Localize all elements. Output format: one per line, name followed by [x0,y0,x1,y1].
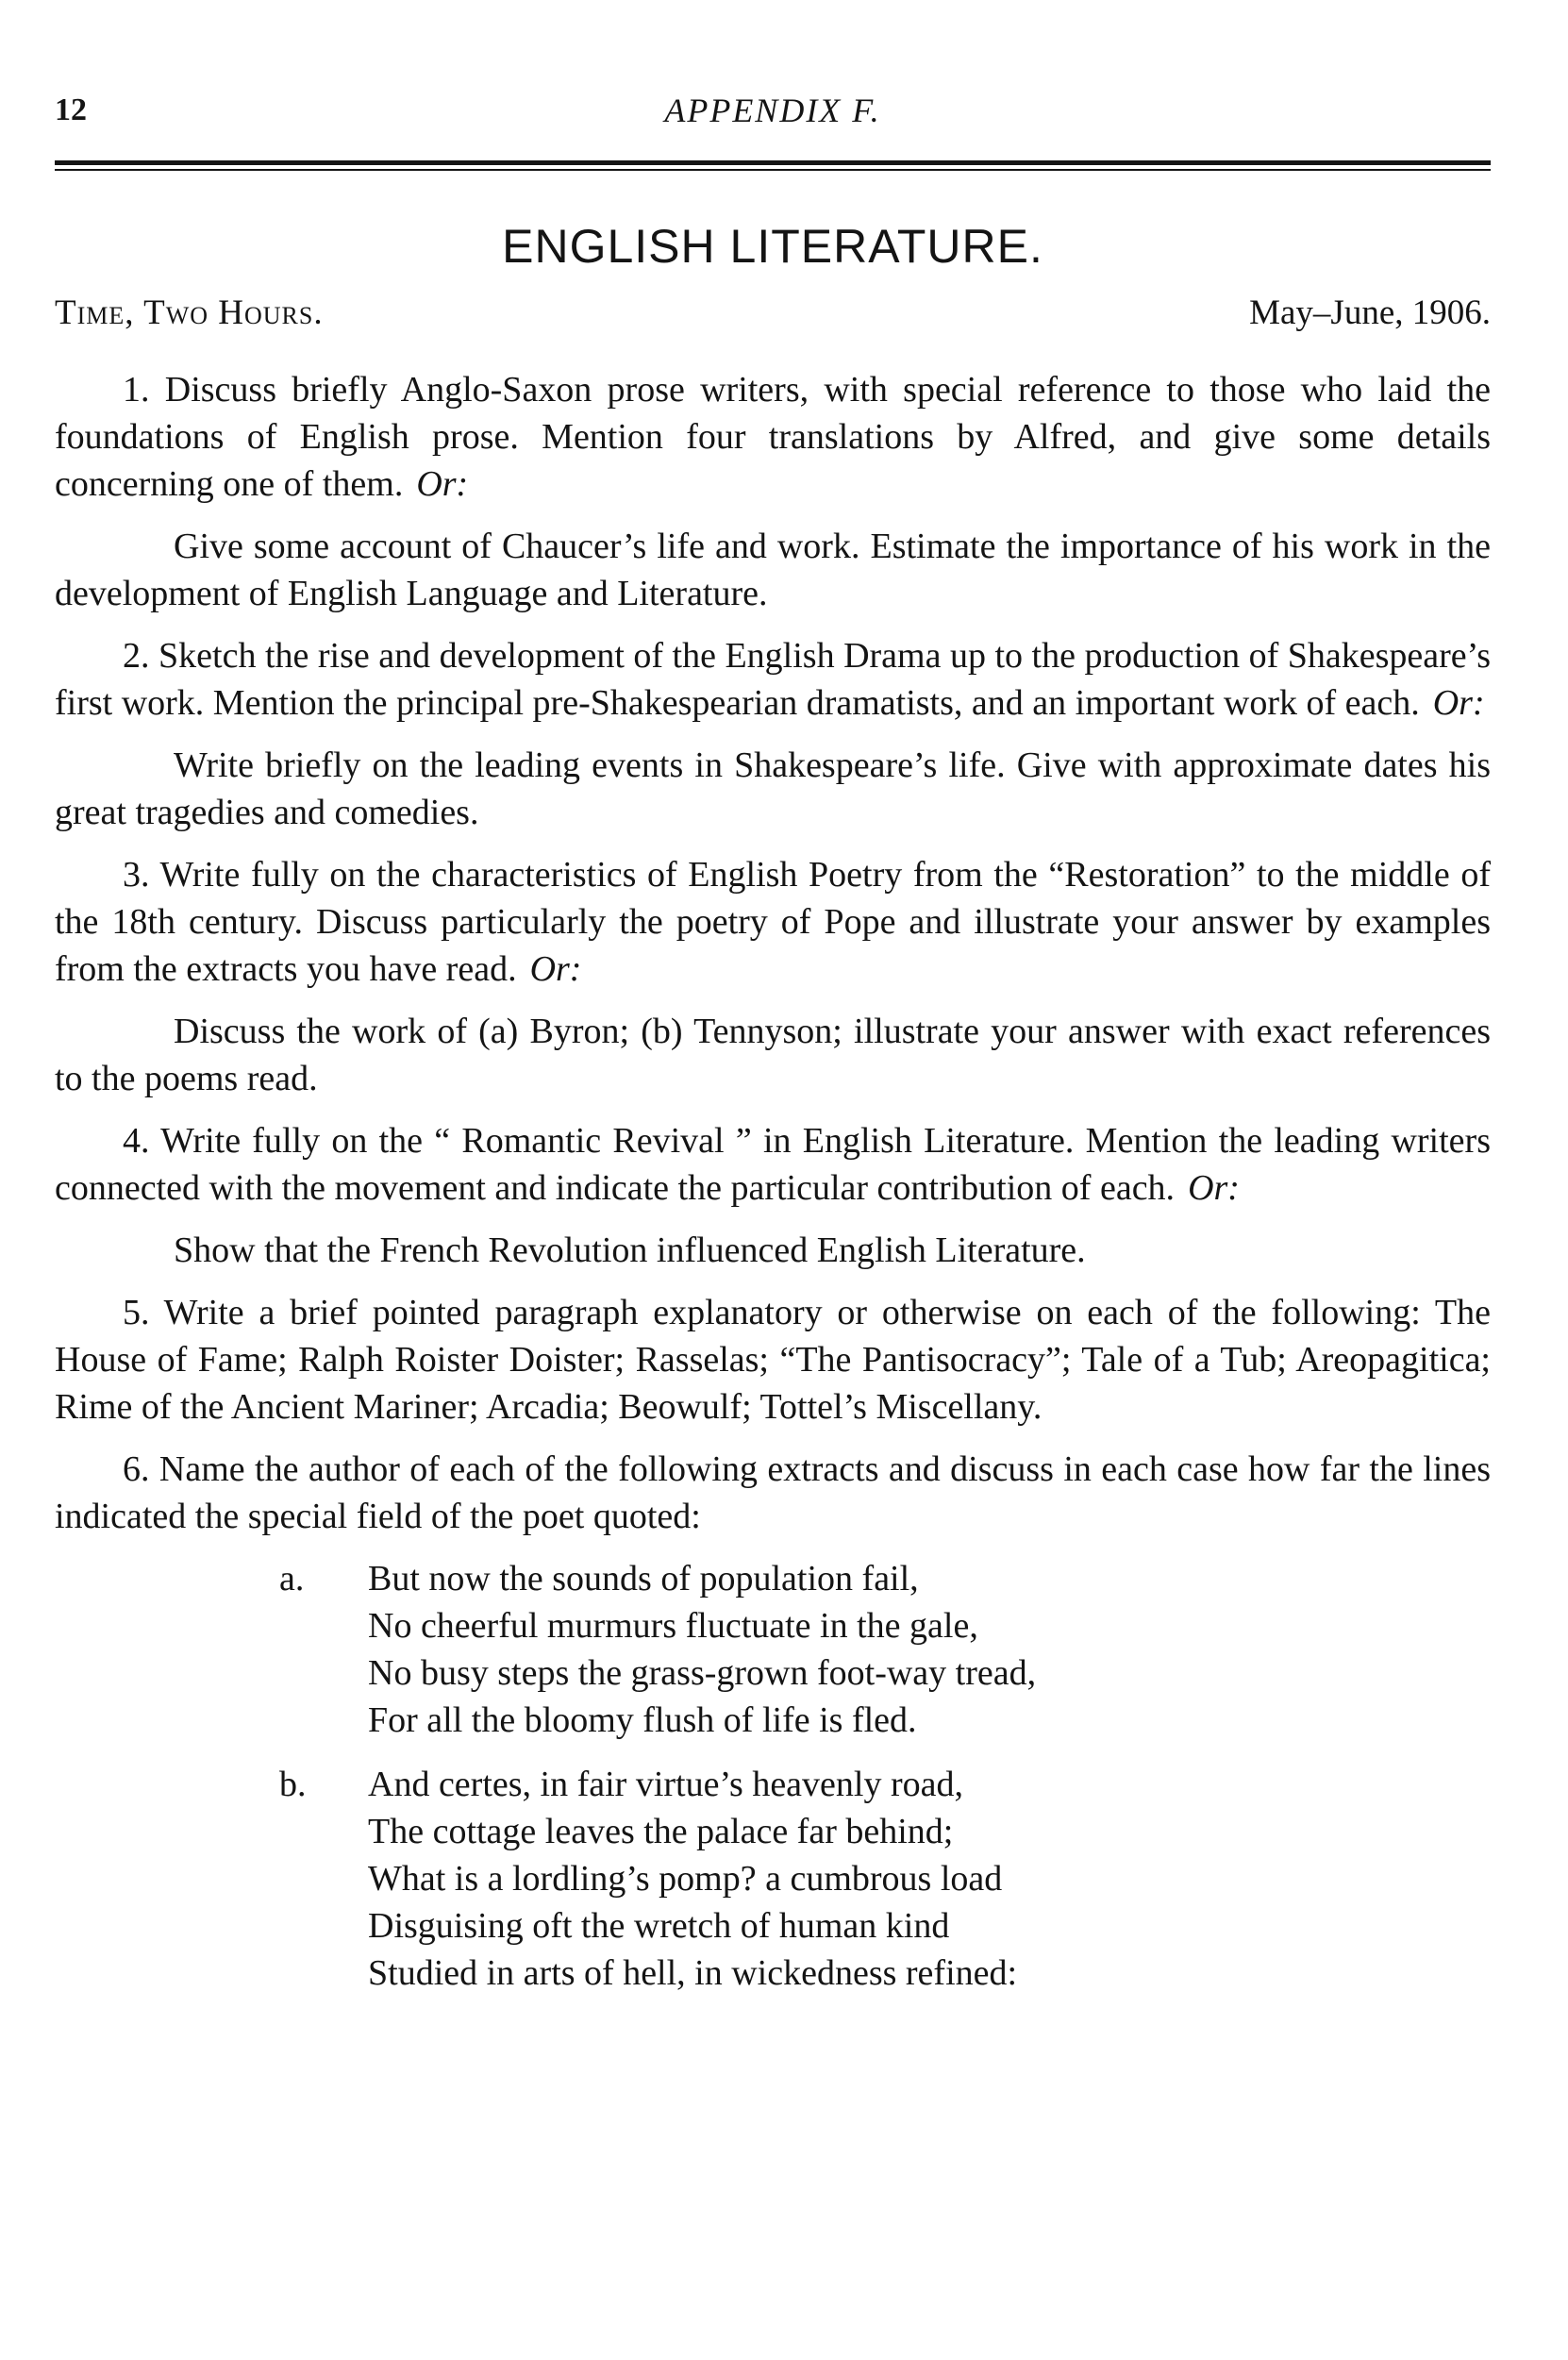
or-label: Or: [416,464,469,504]
question-text: Sketch the rise and development of the English Drama up to the production of Shakespeare’s first work. Mention the principal pre-Shakespearian dramatists, and an important work of each. [55,636,1492,723]
header-rule [55,160,1491,171]
verse-line: What is a lordling’s pomp? a cumbrous load [368,1859,1003,1899]
extract-letter: a. [279,1559,305,1598]
verse-line: Disguising oft the wretch of human kind [368,1906,950,1946]
question-text: Write a brief pointed paragraph explanatory or otherwise on each of the following: The House of Fame; Ralph Roister Doister; Rasselas; “The Pantisocracy”; Tale of a Tub; Areopagitica; Rime of the Ancient Mariner; Arcadia; Beowulf; Tottel’s Miscellany. [55,1293,1491,1427]
question-text: Write fully on the characteristics of English Poetry from the “Restoration” to the middle of the 18th century. Discuss particularly the poetry of Pope and illustrate your answer by examples from the extracts you have read. [55,855,1491,989]
question-4-alternative: Show that the French Revolution influenced English Literature. [174,1230,1086,1270]
or-label: Or: [1432,683,1485,723]
question-number: 2. [123,636,150,676]
section-title: ENGLISH LITERATURE. [502,220,1043,273]
page [55,66,1492,1993]
question-2 [55,632,1491,727]
page-number: 12 [55,92,87,127]
verse-line: For all the bloomy flush of life is fled. [368,1700,917,1740]
question-list [55,366,1491,2014]
verse-line: The cottage leaves the palace far behind; [368,1812,954,1851]
extract-letter: b. [279,1765,307,1804]
question-5 [55,1289,1491,1431]
verse-line: Studied in arts of hell, in wickedness refined: [368,1953,1018,1993]
or-label: Or: [1188,1168,1240,1208]
or-label: Or: [529,949,582,989]
question-number: 6. [123,1449,150,1489]
question-1 [55,366,1491,508]
running-title: APPENDIX F. [664,92,881,129]
verse-line: And certes, in fair virtue’s heavenly road, [368,1765,963,1804]
question-number: 4. [123,1121,150,1161]
verse-line: But now the sounds of population fail, [368,1559,919,1598]
question-number: 1. [123,370,150,410]
question-2-alternative: Write briefly on the leading events in Shakespeare’s life. Give with approximate dates his great tragedies and comedies. [55,745,1491,832]
question-6 [55,1446,1491,1540]
question-number: 5. [123,1293,150,1332]
question-4 [55,1117,1491,1212]
verse-line: No cheerful murmurs fluctuate in the gale, [368,1606,978,1646]
question-number: 3. [123,855,150,895]
question-1-alternative: Give some account of Chaucer’s life and work. Estimate the importance of his work in the development of English Language and Literature. [55,527,1491,613]
extract-b [55,1761,1491,1997]
running-head [55,66,1491,129]
question-text: Write fully on the “ Romantic Revival ” in English Literature. Mention the leading writers connected with the movement and indicate the particular contribution of each. [55,1121,1491,1208]
extract-a [55,1555,1491,1744]
verse-line: No busy steps the grass-grown foot-way tread, [368,1653,1037,1693]
exam-date: May–June, 1906. [1249,293,1491,332]
time-allowed: Time, Two Hours. [55,293,324,332]
question-text: Name the author of each of the following extracts and discuss in each case how far the lines indicated the special field of the poet quoted: [55,1449,1492,1536]
question-3-alternative: Discuss the work of (a) Byron; (b) Tennyson; illustrate your answer with exact references to the poems read. [55,1012,1491,1098]
question-text: Discuss briefly Anglo-Saxon prose writers, with special reference to those who laid the foundations of English prose. Mention four translations by Alfred, and give some details concerning one of them. [55,370,1491,504]
question-3 [55,851,1491,993]
